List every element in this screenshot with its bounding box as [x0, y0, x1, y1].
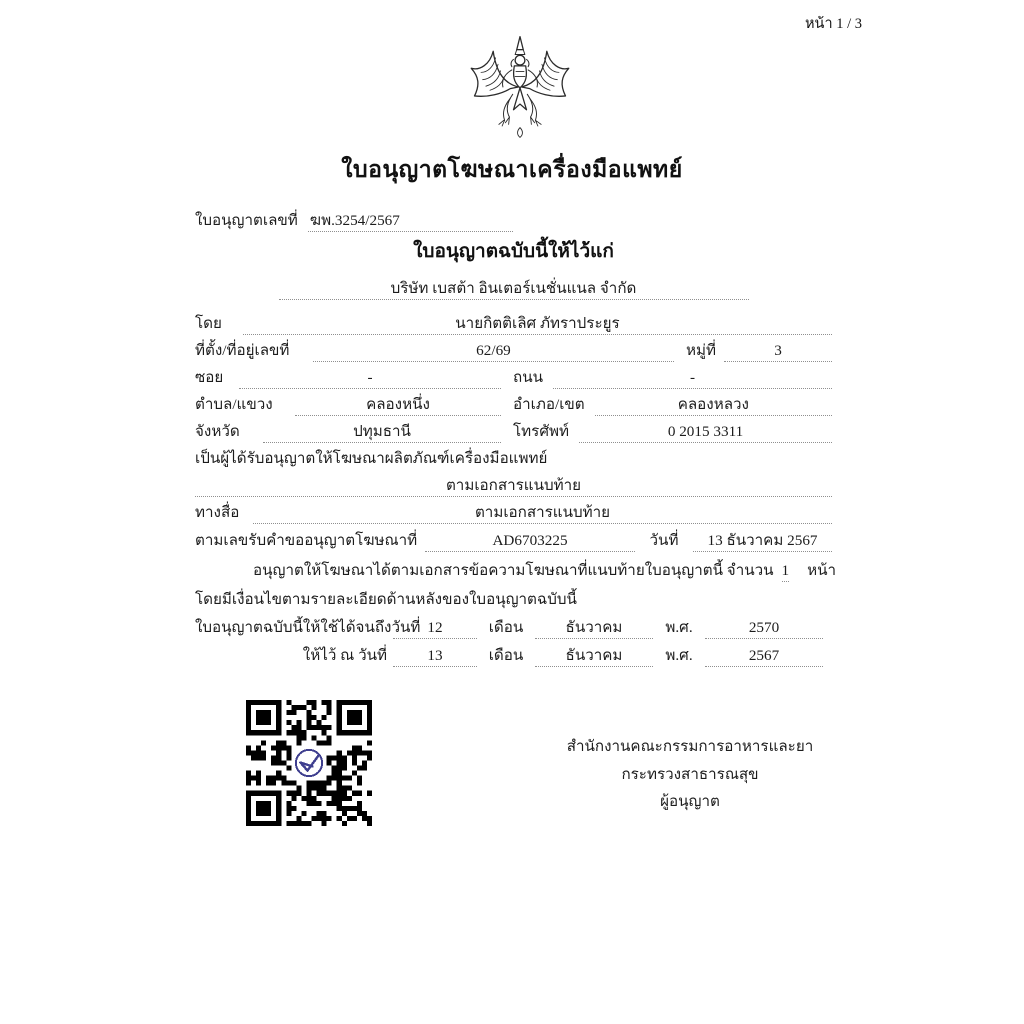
issued-month: ธันวาคม: [535, 646, 653, 667]
conditions-text: โดยมีเงื่อนไขตามรายละเอียดด้านหลังของใบอนุญาตฉบับนี้: [195, 591, 577, 608]
subdistrict-label: ตำบล/แขวง: [195, 396, 273, 413]
district-label: อำเภอ/เขต: [513, 396, 585, 413]
by-row: [195, 308, 832, 335]
qr-code: [246, 700, 372, 826]
application-label: ตามเลขรับคำขออนุญาตโฆษณาที่: [195, 532, 418, 549]
province-label: จังหวัด: [195, 423, 240, 440]
moo-label: หมู่ที่: [685, 342, 716, 359]
road-value: -: [553, 368, 832, 389]
phone-label: โทรศัพท์: [513, 423, 569, 440]
valid-until-year: 2570: [705, 618, 823, 639]
road-label: ถนน: [513, 369, 543, 386]
media-row: [195, 497, 832, 524]
page-number: หน้า 1 / 3: [804, 16, 862, 32]
licensed-for-statement: [195, 443, 832, 470]
month-label-1: เดือน: [488, 619, 524, 636]
address-value: 62/69: [313, 341, 674, 362]
document-title: ใบอนุญาตโฆษณาเครื่องมือแพทย์: [341, 157, 683, 182]
ministry-name: กระทรวงสาธารณสุข: [621, 765, 759, 783]
application-date-label: วันที่: [649, 532, 679, 549]
company-name: บริษัท เบสต้า อินเตอร์เนชั่นแนล จำกัด: [279, 279, 749, 300]
by-label: โดย: [195, 315, 222, 332]
signer-title: ผู้อนุญาต: [660, 793, 720, 810]
issued-to-heading: ใบอนุญาตฉบับนี้ให้ไว้แก่: [413, 241, 614, 262]
permit-text: อนุญาตให้โฆษณาได้ตามเอกสารข้อความโฆษณาที่แนบท้ายใบอนุญาตนี้ จำนวน: [253, 562, 774, 579]
issuing-authority-block: [540, 733, 840, 816]
page-count-unit: หน้า: [807, 562, 837, 579]
province-phone-row: [195, 416, 832, 443]
application-number: AD6703225: [425, 531, 635, 552]
media-value: ตามเอกสารแนบท้าย: [253, 503, 832, 524]
page-count-value: 1: [782, 561, 790, 582]
era-label-2: พ.ศ.: [665, 647, 693, 664]
district-value: คลองหลวง: [595, 395, 832, 416]
media-label: ทางสื่อ: [195, 504, 240, 521]
garuda-emblem: [455, 33, 585, 141]
issued-row: [195, 639, 832, 667]
province-value: ปทุมธานี: [263, 422, 501, 443]
permit-row: [195, 552, 837, 582]
valid-until-row: [195, 611, 832, 639]
attachment-row: [195, 470, 832, 497]
agency-name: สำนักงานคณะกรรมการอาหารและยา: [566, 738, 814, 755]
soi-road-row: [195, 362, 832, 389]
phone-value: 0 2015 3311: [579, 422, 832, 443]
valid-until-label: ใบอนุญาตฉบับนี้ให้ใช้ได้จนถึงวันที่: [195, 619, 421, 636]
valid-until-day: 12: [393, 618, 477, 639]
month-label-2: เดือน: [488, 647, 524, 664]
valid-until-month: ธันวาคม: [535, 618, 653, 639]
license-number-value: ฆพ.3254/2567: [308, 211, 513, 232]
company-row: [195, 266, 832, 300]
soi-label: ซอย: [195, 369, 224, 386]
licensed-for-text: เป็นผู้ได้รับอนุญาตให้โฆษณาผลิตภัณฑ์เครื่องมือแพทย์: [195, 450, 548, 467]
issued-day: 13: [393, 646, 477, 667]
conditions-row: [195, 582, 832, 611]
license-number-row: [195, 205, 832, 232]
application-date: 13 ธันวาคม 2567: [693, 531, 832, 552]
license-form: [195, 205, 837, 667]
issued-year: 2567: [705, 646, 823, 667]
era-label-1: พ.ศ.: [665, 619, 693, 636]
soi-value: -: [239, 368, 501, 389]
issued-label: ให้ไว้ ณ วันที่: [302, 647, 387, 664]
subdistrict-value: คลองหนึ่ง: [295, 395, 501, 416]
moo-value: 3: [724, 341, 832, 362]
address-row: [195, 335, 832, 362]
by-value: นายกิตติเลิศ ภัทราประยูร: [243, 314, 832, 335]
attachment-value: ตามเอกสารแนบท้าย: [195, 476, 832, 497]
address-label: ที่ตั้ง/ที่อยู่เลขที่: [195, 342, 290, 359]
application-row: [195, 524, 832, 552]
license-number-label: ใบอนุญาตเลขที่: [195, 212, 298, 229]
subdistrict-district-row: [195, 389, 832, 416]
